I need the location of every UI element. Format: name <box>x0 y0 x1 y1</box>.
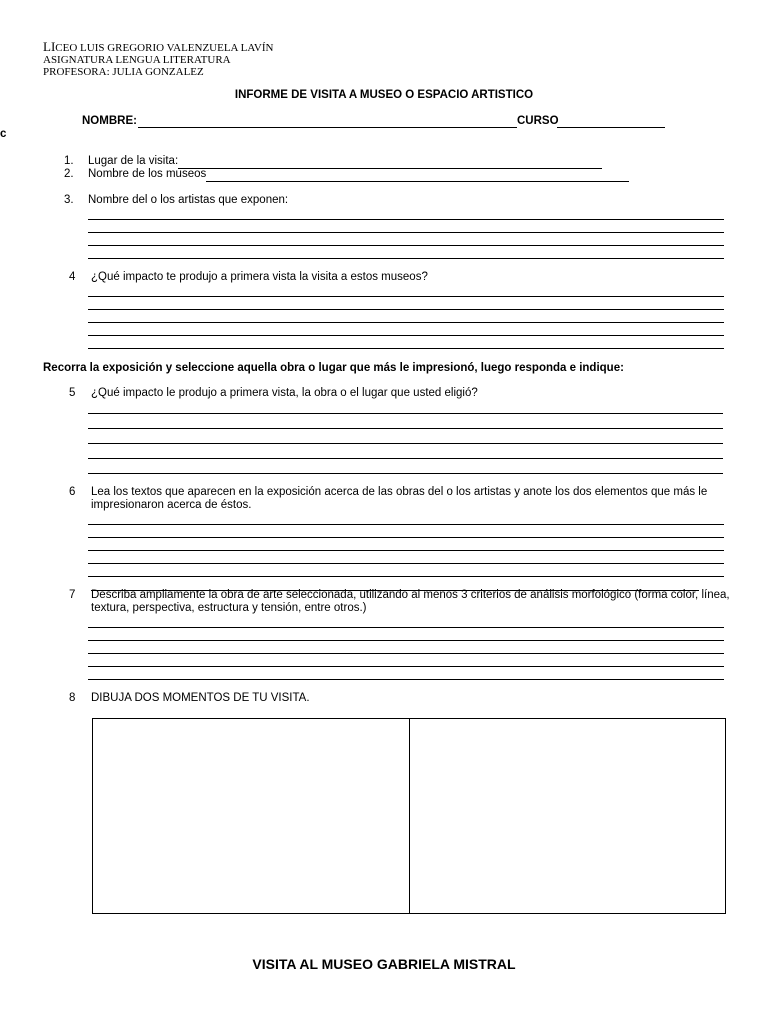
q2-answer-line[interactable] <box>206 181 629 182</box>
q4-text: ¿Qué impacto te produjo a primera vista la visita a estos museos? <box>91 271 428 283</box>
q7-text-line1: Describa ampliamente la obra de arte seleccionada, utilizando al menos 3 criterios de análisis morfológico (forma color, línea, <box>91 589 730 601</box>
q4-number: 4 <box>69 271 76 283</box>
q5-text: ¿Qué impacto le produjo a primera vista, la obra o el lugar que usted eligió? <box>91 387 478 399</box>
q5-number: 5 <box>69 387 76 399</box>
q3-answer-line[interactable] <box>88 219 724 220</box>
q2-text: Nombre de los museos <box>88 168 207 180</box>
q4-answer-line[interactable] <box>88 348 724 349</box>
q7-answer-line[interactable] <box>88 627 724 628</box>
q3-answer-line[interactable] <box>88 258 724 259</box>
q5-answer-line[interactable] <box>88 458 723 459</box>
nombre-label: NOMBRE: <box>82 115 137 127</box>
q4-answer-line[interactable] <box>88 309 724 310</box>
q8-number: 8 <box>69 692 76 704</box>
q7-answer-line[interactable] <box>88 666 724 667</box>
q3-answer-line[interactable] <box>88 232 724 233</box>
q1-answer-line[interactable] <box>178 168 602 169</box>
q6-answer-line[interactable] <box>88 550 724 551</box>
q3-answer-line[interactable] <box>88 245 724 246</box>
q4-answer-line[interactable] <box>88 322 724 323</box>
instruction-text: Recorra la exposición y seleccione aquella obra o lugar que más le impresionó, luego responda e indique: <box>43 362 624 374</box>
q3-text: Nombre del o los artistas que exponen: <box>88 194 289 206</box>
school-name: LICEO LUIS GREGORIO VALENZUELA LAVÍN <box>43 39 274 54</box>
margin-mark: c <box>0 128 7 140</box>
q6-text-line1: Lea los textos que aparecen en la exposición acerca de las obras del o los artistas y anote los dos elementos que más le <box>91 486 708 498</box>
q6-answer-line[interactable] <box>88 524 724 525</box>
q5-answer-line[interactable] <box>88 473 723 474</box>
q7-number: 7 <box>69 589 76 601</box>
q6-answer-line[interactable] <box>88 563 724 564</box>
nombre-line[interactable] <box>138 127 517 128</box>
q7-answer-line[interactable] <box>88 640 724 641</box>
q5-answer-line[interactable] <box>88 428 723 429</box>
q6-number: 6 <box>69 486 76 498</box>
page-title: INFORME DE VISITA A MUSEO O ESPACIO ARTISTICO <box>234 89 534 101</box>
q7-answer-line[interactable] <box>88 653 724 654</box>
curso-line[interactable] <box>557 127 665 128</box>
footer-title: VISITA AL MUSEO GABRIELA MISTRAL <box>252 956 516 972</box>
curso-label: CURSO <box>517 115 559 127</box>
q1-number: 1. <box>64 155 74 167</box>
q7-answer-line[interactable] <box>88 679 724 680</box>
q6-text-line2: impresionaron acerca de éstos. <box>91 499 252 511</box>
teacher-line: PROFESORA: JULIA GONZALEZ <box>43 66 204 78</box>
q7-text-line2: textura, perspectiva, estructura y tensión, entre otros.) <box>91 602 367 614</box>
q3-number: 3. <box>64 194 74 206</box>
q6-answer-line[interactable] <box>88 576 724 577</box>
drawing-box-2[interactable] <box>409 718 726 914</box>
drawing-box-1[interactable] <box>92 718 410 914</box>
q8-text: DIBUJA DOS MOMENTOS DE TU VISITA. <box>91 692 310 704</box>
subject-line: ASIGNATURA LENGUA LITERATURA <box>43 54 231 66</box>
q5-answer-line[interactable] <box>88 443 723 444</box>
q1-text: Lugar de la visita: <box>88 155 179 167</box>
q4-answer-line[interactable] <box>88 296 724 297</box>
q5-answer-line[interactable] <box>88 413 723 414</box>
q4-answer-line[interactable] <box>88 335 724 336</box>
q2-number: 2. <box>64 168 74 180</box>
q6-answer-line[interactable] <box>88 537 724 538</box>
